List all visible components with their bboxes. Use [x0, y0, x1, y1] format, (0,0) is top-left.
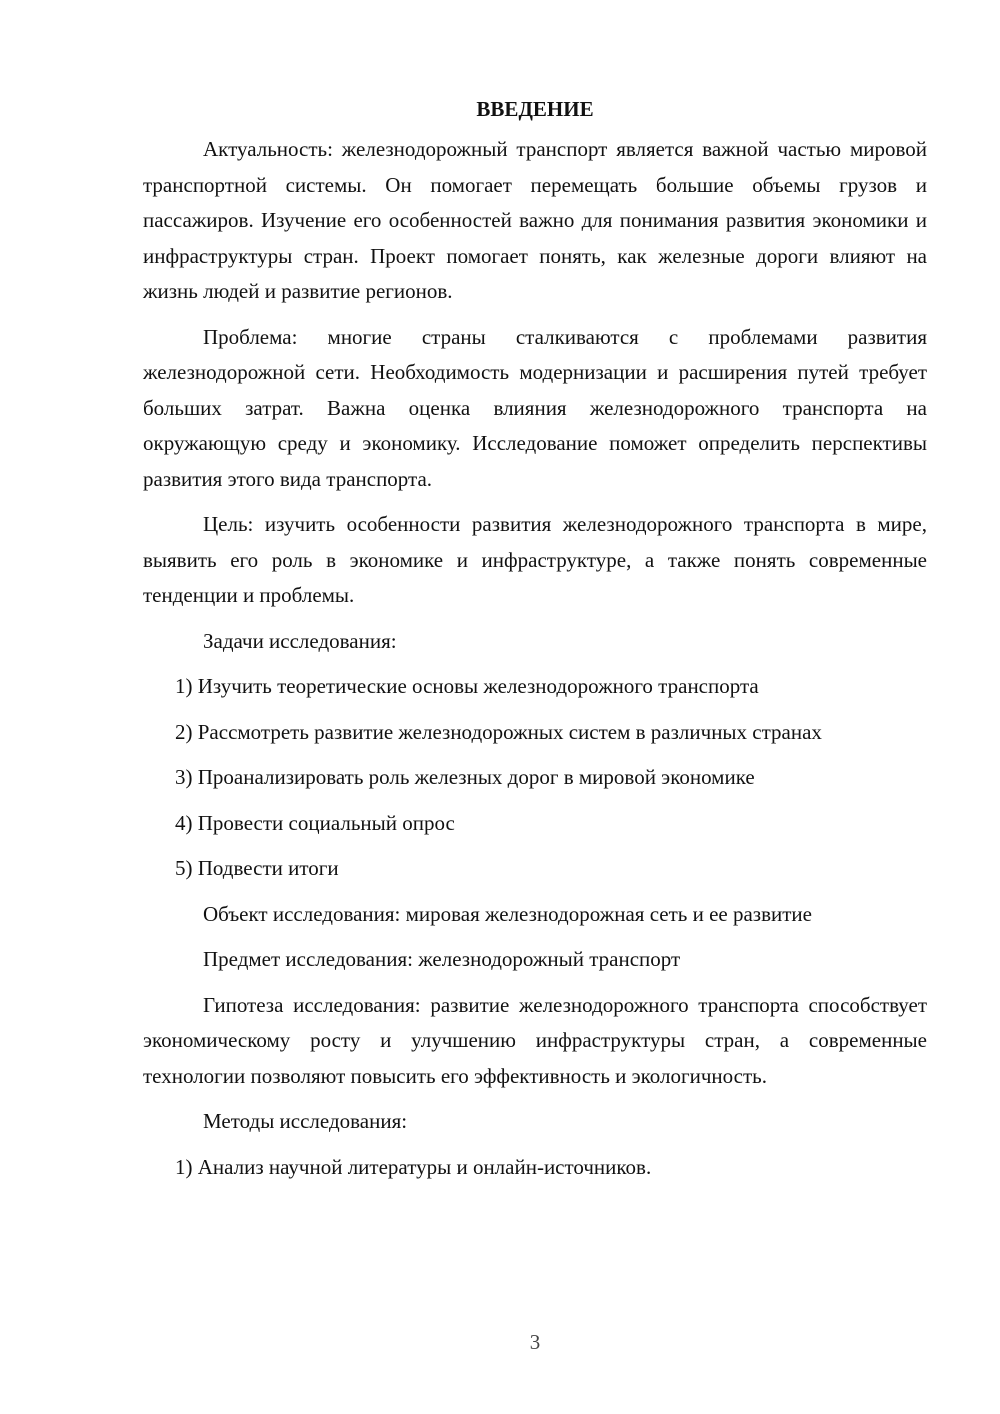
hypothesis-paragraph: Гипотеза исследования: развитие железнодорожного транспорта способствует экономическому росту и улучшению инфраструктуры стран, а современные технологии позволяют повысить его эффективность и экологичность. — [143, 992, 927, 1088]
page-number: 3 — [529, 1330, 541, 1354]
task-item: 4) Провести социальный опрос — [175, 810, 455, 835]
problem-paragraph: Проблема: многие страны сталкиваются с проблемами развития железнодорожной сети. Необходимость модернизации и расширения путей требует больших затрат. Важна оценка влияния железнодорожного транспорта на окружающую среду и экономику. Исследование поможет определить перспективы развития этого вида транспорта. — [143, 324, 927, 491]
page-content — [143, 92, 927, 1185]
page-title: ВВЕДЕНИЕ — [476, 97, 594, 121]
goal-paragraph: Цель: изучить особенности развития железнодорожного транспорта в мире, выявить его роль в экономике и инфраструктуре, а также понять современные тенденции и проблемы. — [143, 512, 927, 607]
relevance-paragraph: Актуальность: железнодорожный транспорт является важной частью мировой транспортной системы. Он помогает перемещать большие объемы грузов и пассажиров. Изучение его особенностей важно для понимания развития экономики и инфраструктуры стран. Проект помогает понять, как железные дороги влияют на жизнь людей и развитие регионов. — [143, 137, 927, 303]
task-item: 3) Проанализировать роль железных дорог в мировой экономике — [175, 765, 755, 789]
object-paragraph: Объект исследования: мировая железнодорожная сеть и ее развитие — [203, 901, 812, 926]
subject-paragraph: Предмет исследования: железнодорожный транспорт — [203, 947, 681, 971]
task-item: 5) Подвести итоги — [175, 856, 339, 880]
task-item: 2) Рассмотреть развитие железнодорожных систем в различных странах — [175, 719, 822, 744]
method-item: 1) Анализ научной литературы и онлайн-источников. — [175, 1154, 652, 1179]
methods-heading: Методы исследования: — [203, 1109, 408, 1133]
task-item: 1) Изучить теоретические основы железнодорожного транспорта — [175, 674, 759, 698]
tasks-heading: Задачи исследования: — [203, 628, 397, 653]
